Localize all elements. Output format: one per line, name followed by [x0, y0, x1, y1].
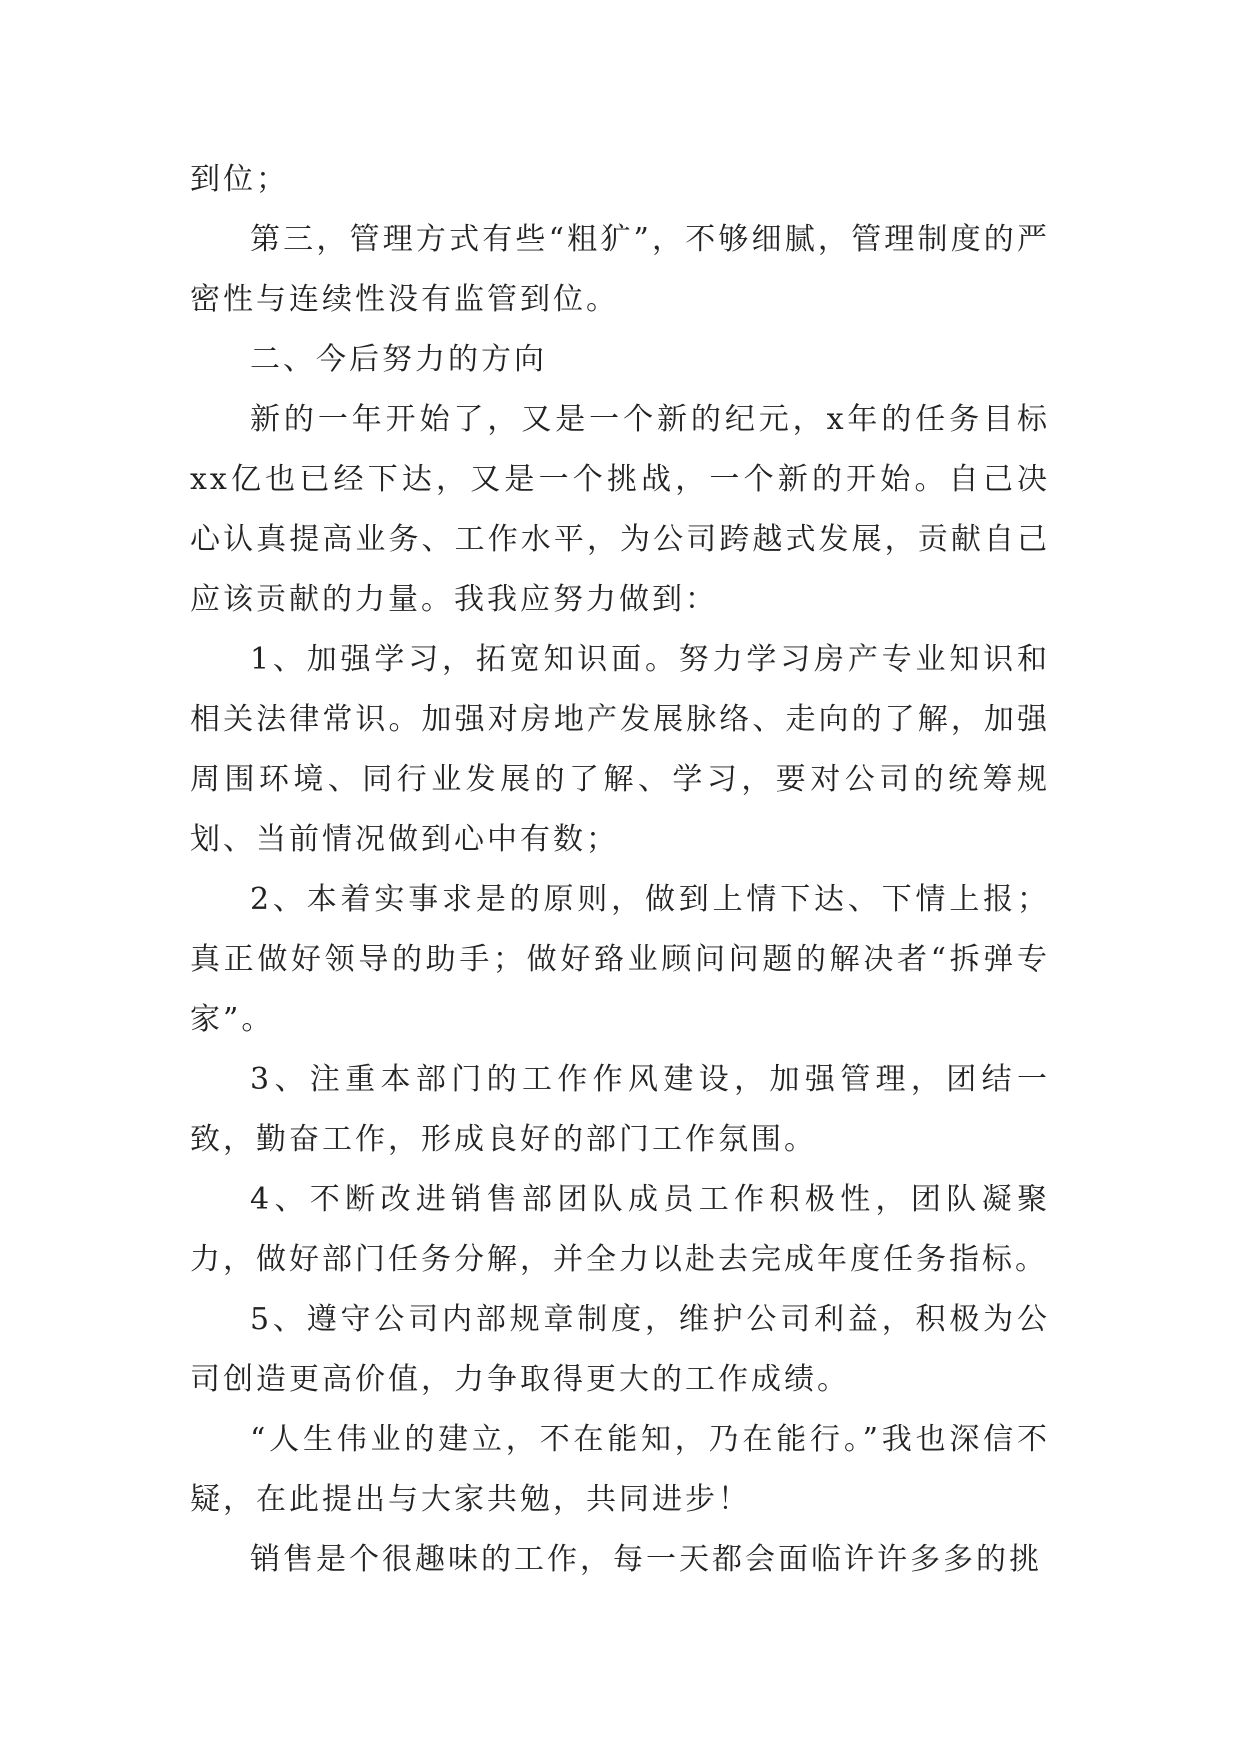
- document-page: [190, 150, 1050, 1590]
- paragraph-1: 到位；: [190, 162, 289, 197]
- quote-paragraph: “人生伟业的建立，不在能知，乃在能行。”我也深信不疑，在此提出与大家共勉，共同进步！: [190, 1422, 1050, 1517]
- paragraph-3: 新的一年开始了，又是一个新的纪元，x年的任务目标xx亿也已经下达，又是一个挑战，一个新的开始。自己决心认真提高业务、工作水平，为公司跨越式发展，贡献自己应该贡献的力量。我我应努力做到：: [190, 402, 1050, 617]
- section-heading: 二、今后努力的方向: [250, 342, 547, 377]
- list-item-2: 2、本着实事求是的原则，做到上情下达、下情上报；真正做好领导的助手；做好臵业顾问问题的解决者“拆弹专家”。: [190, 882, 1050, 1037]
- paragraph-2: 第三，管理方式有些“粗犷”，不够细腻，管理制度的严密性与连续性没有监管到位。: [190, 222, 1050, 317]
- paragraph-last: 销售是个很趣味的工作，每一天都会面临许许多多的挑: [250, 1542, 1042, 1577]
- list-item-3: 3、注重本部门的工作作风建设，加强管理，团结一致，勤奋工作，形成良好的部门工作氛围。: [190, 1062, 1050, 1157]
- list-item-5: 5、遵守公司内部规章制度，维护公司利益，积极为公司创造更高价值，力争取得更大的工作成绩。: [190, 1302, 1050, 1397]
- list-item-4: 4、不断改进销售部团队成员工作积极性，团队凝聚力，做好部门任务分解，并全力以赴去完成年度任务指标。: [190, 1182, 1050, 1277]
- list-item-1: 1、加强学习，拓宽知识面。努力学习房产专业知识和相关法律常识。加强对房地产发展脉络、走向的了解，加强周围环境、同行业发展的了解、学习，要对公司的统筹规划、当前情况做到心中有数；: [190, 642, 1050, 857]
